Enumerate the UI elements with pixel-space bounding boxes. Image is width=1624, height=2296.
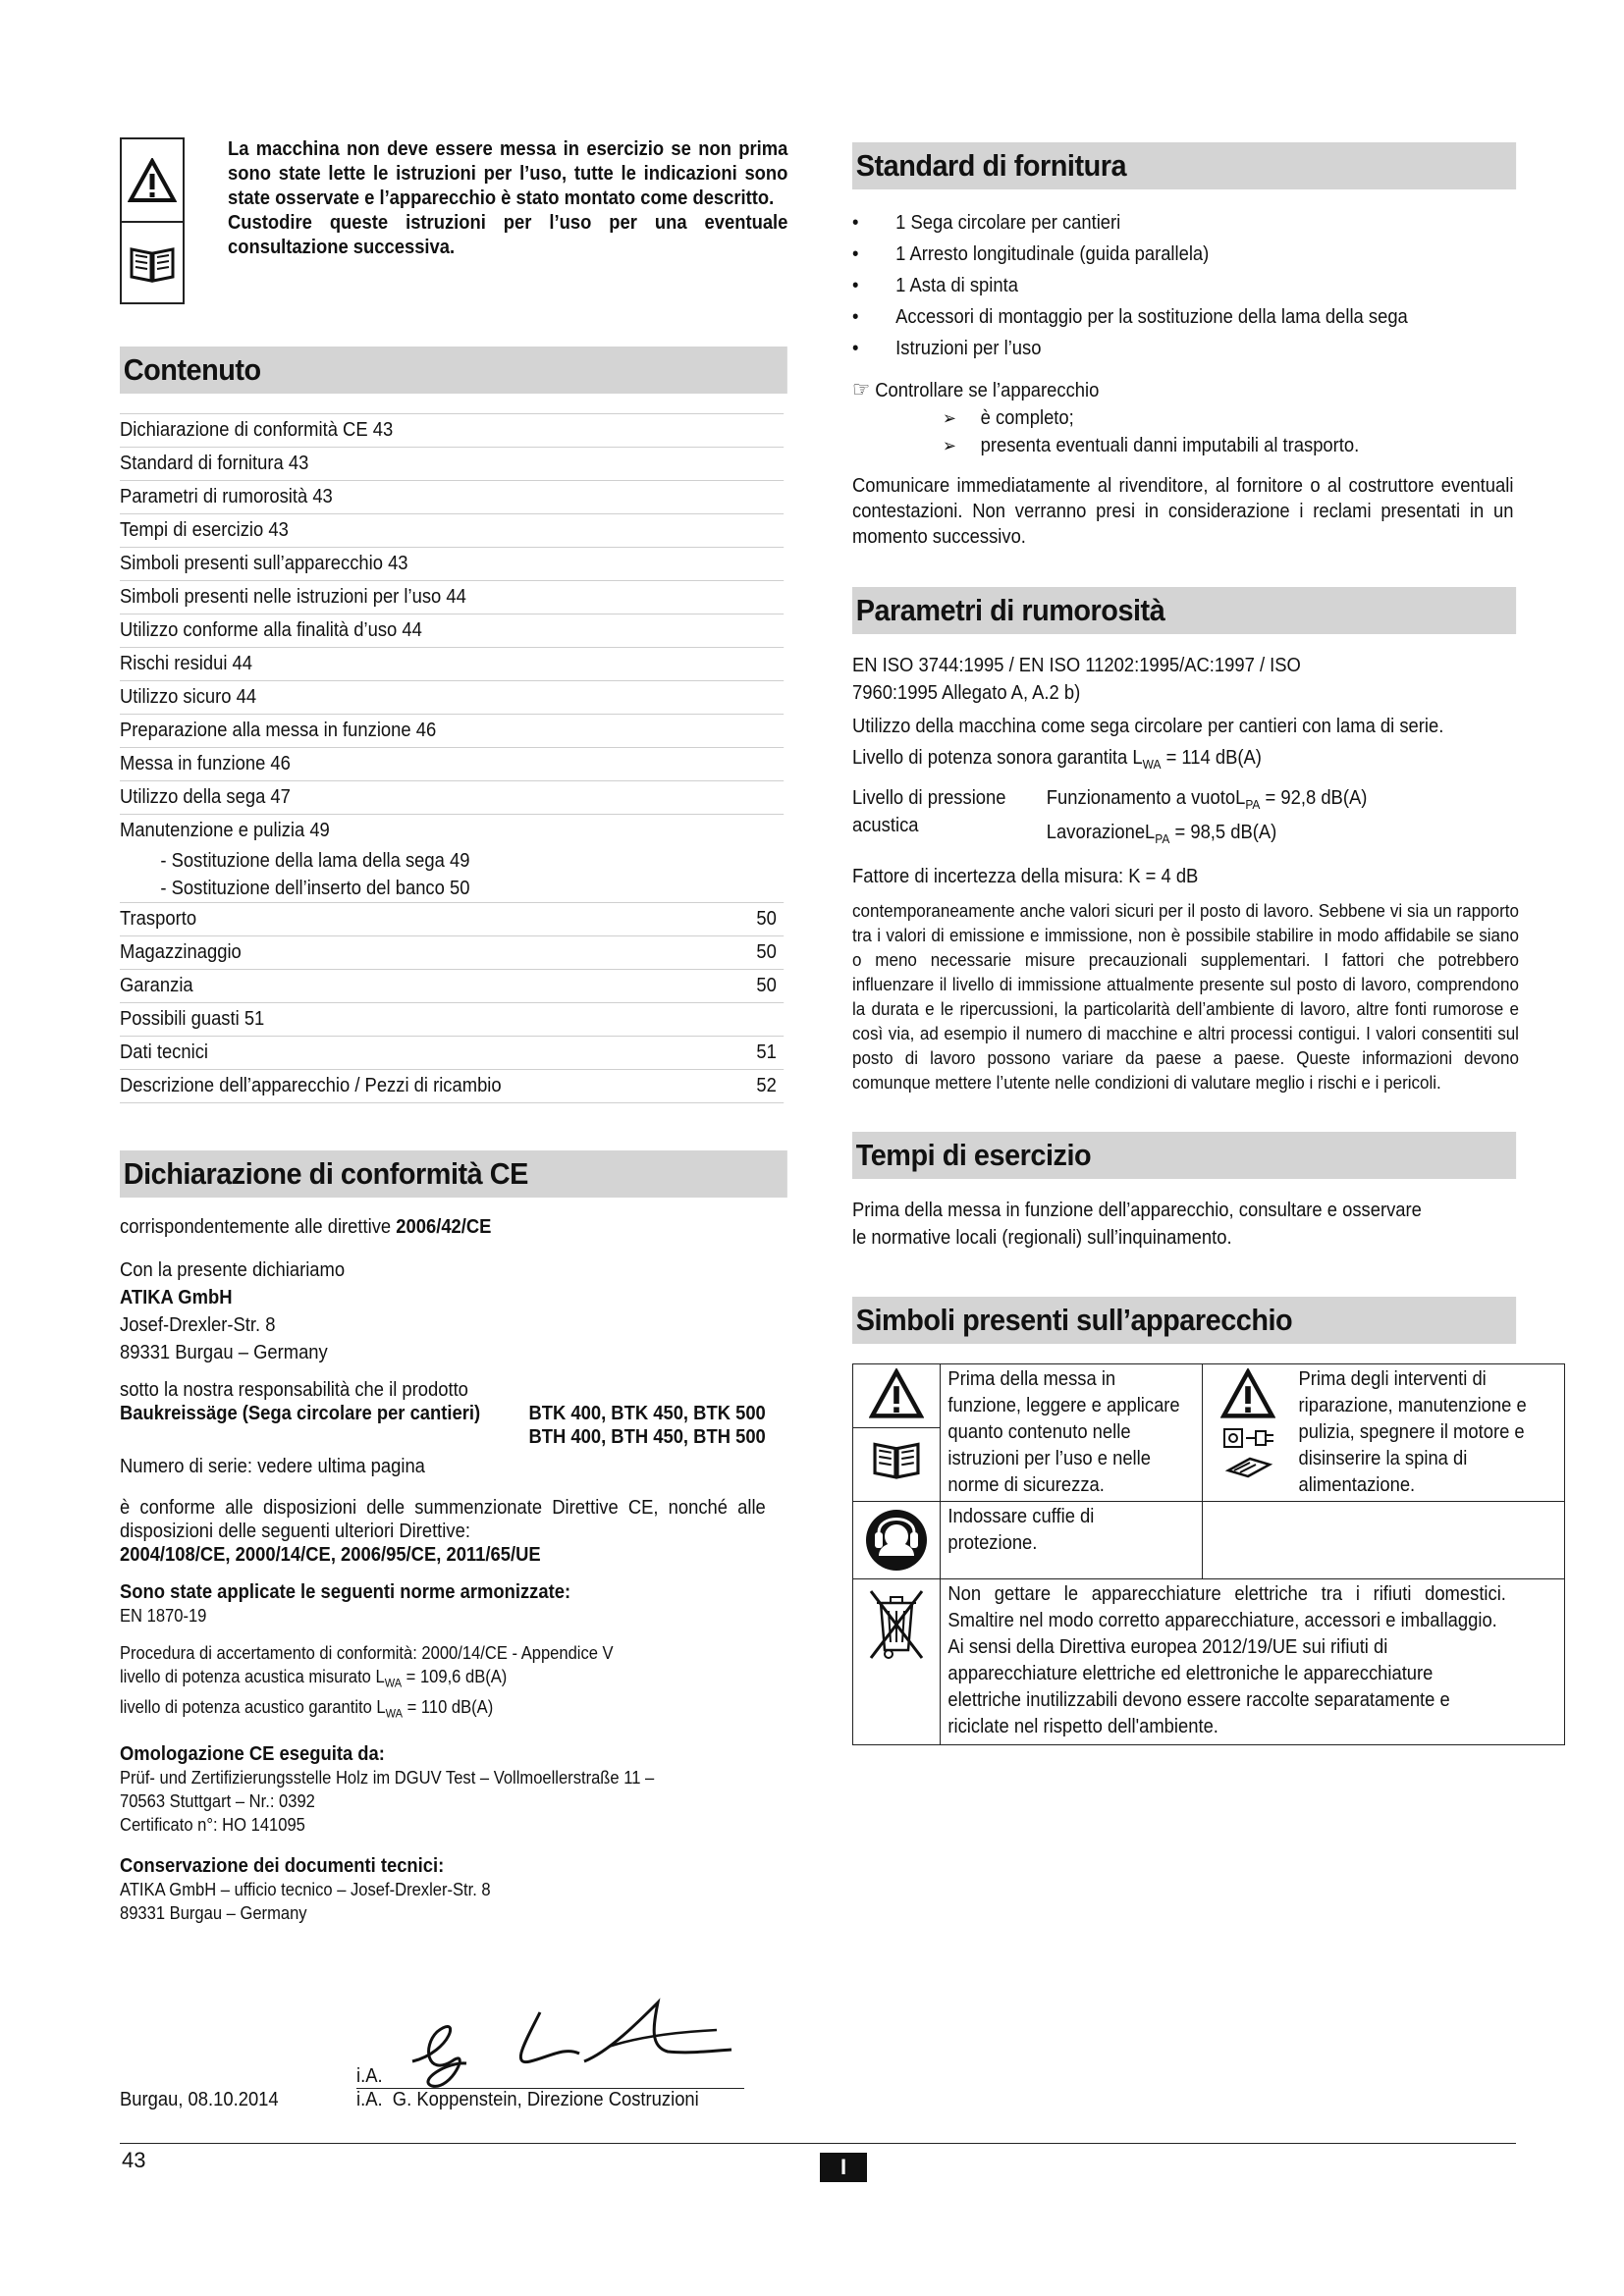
noise-idle-label: Funzionamento a vuotoL	[1046, 787, 1246, 809]
toc-subitem[interactable]: - Sostituzione dell’inserto del banco 50	[160, 878, 470, 899]
footer-divider	[120, 2143, 1516, 2144]
toc-item[interactable]: Utilizzo conforme alla finalità d’uso 44	[120, 614, 784, 647]
warning-triangle-icon	[1220, 1368, 1275, 1419]
warning-triangle-icon	[122, 139, 183, 221]
signature-icon	[393, 1993, 746, 2096]
ce-conform: è conforme alle disposizioni delle summenzionate Direttive CE, nonché alle disposizioni delle seguenti ulteriori Direttive:	[120, 1497, 766, 1542]
ce-procedure: Procedura di accertamento di conformità: 2000/14/CE - Appendice V	[120, 1643, 614, 1663]
symbol-ear-cell	[853, 1502, 1203, 1579]
symbol-read-cell	[853, 1364, 1203, 1502]
supply-list	[852, 207, 1516, 364]
noise-work-sub: PA	[1155, 831, 1170, 846]
toc-item[interactable]: Parametri di rumorosità 43	[120, 480, 784, 513]
toc-item[interactable]: Magazzinaggio 50	[120, 935, 784, 969]
ce-guaranteed-label: livello di potenza acustico garantito L	[120, 1696, 386, 1717]
supply-notice: Comunicare immediatamente al rivenditore, al fornitore o al costruttore eventuali contestazioni. Non verranno presi in considerazione i reclami presentati in un momento successivo.	[852, 475, 1514, 548]
ce-approval-2: 70563 Stuttgart – Nr.: 0392	[120, 1791, 315, 1812]
ce-declaration	[120, 1213, 784, 1925]
ce-measured-label: livello di potenza acustica misurato L	[120, 1667, 385, 1686]
supply-content	[852, 207, 1516, 550]
ce-approval-title: Omologazione CE eseguita da:	[120, 1743, 385, 1766]
toc-item[interactable]: Standard di fornitura 43	[120, 447, 784, 480]
ear-protection-icon	[865, 1509, 928, 1572]
symbol-weee-text-1: Non gettare le apparecchiature elettriche tra i rifiuti domestici. Smaltire nel modo corretto apparecchiature, accessori e imballaggio.	[947, 1583, 1506, 1631]
noise-idle-sub: PA	[1245, 797, 1261, 812]
ce-docs-title: Conservazione dei documenti tecnici:	[120, 1855, 445, 1878]
list-item: • 1 Asta di spinta	[852, 270, 1516, 301]
symbol-read-text: Prima della messa in funzione, leggere e applicare quanto contenuto nelle istruzioni per l’uso e nelle norme di sicurezza.	[947, 1368, 1180, 1496]
noise-paragraph: contemporaneamente anche valori sicuri per il posto di lavoro. Sebbene vi sia un rapporto tra i valori di emissione e immissione, non è possibile stabilire in modo affidabile se siano o meno necessarie misure precauzionali supplementari. I fattori che potrebbero influenzare il livello di immissione attualmente presente sul posto di lavoro, comprendono la durata e le ripercussioni, la particolarità dell’ambiente di lavoro, altre fonti rumorose e così via, ad esempio il numero di macchine e altri processi contigui. I valori consentiti sul posto di lavoro possono variare da paese a paese. Queste informazioni devono comunque mettere l’utente nelle condizioni di valutare meglio i rischi e i pericoli.	[852, 900, 1519, 1093]
noise-usage: Utilizzo della macchina come sega circolare per cantieri con lama di serie.	[852, 716, 1444, 737]
noise-work-label: LavorazioneL	[1046, 822, 1156, 843]
ce-guaranteed-value: = 110 dB(A)	[403, 1696, 494, 1717]
toc-item[interactable]: Trasporto 50	[120, 902, 784, 935]
ce-directive-intro: corrispondentemente alle direttive	[120, 1216, 397, 1238]
unplug-icon	[1220, 1423, 1275, 1453]
crossed-bin-icon	[867, 1587, 926, 1662]
warning-text	[228, 137, 787, 260]
manual-book-icon	[122, 221, 183, 302]
ce-serial: Numero di serie: vedere ultima pagina	[120, 1456, 425, 1477]
right-column	[852, 137, 1527, 1745]
supply-check: Controllare se l’apparecchio	[875, 380, 1100, 401]
toc-item[interactable]: Simboli presenti sull’apparecchio 43	[120, 547, 784, 580]
toc-item[interactable]: Preparazione alla messa in funzione 46	[120, 714, 784, 747]
toc-item[interactable]: Rischi residui 44	[120, 647, 784, 680]
ce-docs-2: 89331 Burgau – Germany	[120, 1903, 307, 1924]
ce-company: ATIKA GmbH	[120, 1287, 233, 1308]
place-date: Burgau, 08.10.2014	[120, 2089, 279, 2110]
manual-hand-icon	[1220, 1453, 1275, 1480]
toc-item[interactable]: Utilizzo della sega 47	[120, 780, 784, 814]
ce-models-1: BTK 400, BTK 450, BTK 500	[528, 1403, 766, 1424]
toc-item[interactable]: Manutenzione e pulizia 49	[120, 814, 784, 847]
symbol-repair-cell	[1203, 1364, 1565, 1502]
manual-book-icon	[869, 1436, 924, 1481]
list-item: ➢ è completo;	[852, 404, 1516, 432]
signatory-name: i.A. G. Koppenstein, Direzione Costruzioni	[356, 2089, 699, 2110]
supply-heading: Standard di fornitura	[852, 142, 1516, 189]
operating-heading: Tempi di esercizio	[852, 1132, 1516, 1179]
warning-triangle-icon	[869, 1368, 924, 1419]
symbol-ear-text: Indossare cuffie di protezione.	[947, 1506, 1095, 1554]
toc-item[interactable]: Descrizione dell’apparecchio / Pezzi di ricambio 52	[120, 1069, 784, 1103]
noise-work-value: = 98,5 dB(A)	[1169, 822, 1277, 843]
noise-pressure-label: Livello di pressione acustica	[852, 787, 1006, 836]
ce-models-2: BTH 400, BTH 450, BTH 500	[528, 1426, 766, 1448]
list-item: • 1 Sega circolare per cantieri	[852, 207, 1516, 239]
symbol-weee-cell	[853, 1579, 1565, 1745]
table-of-contents	[120, 413, 784, 1103]
ce-declare: Con la presente dichiariamo	[120, 1259, 346, 1281]
page-number: 43	[122, 2148, 146, 2172]
check-list	[852, 404, 1516, 459]
noise-power-sub: WA	[1142, 757, 1162, 772]
ce-measured-value: = 109,6 dB(A)	[402, 1667, 508, 1686]
toc-item[interactable]: Possibili guasti 51	[120, 1002, 784, 1036]
ce-norm: EN 1870-19	[120, 1606, 207, 1626]
symbol-weee-text-2: Ai sensi della Direttiva europea 2012/19/UE sui rifiuti di apparecchiature elettriche ed elettroniche le apparecchiature elettriche inutilizzabili devono essere raccolte separatamente e riciclate nel rispetto dell'ambiente.	[947, 1636, 1450, 1737]
signature-ia: i.A.	[356, 2065, 383, 2087]
noise-idle-value: = 92,8 dB(A)	[1260, 787, 1368, 809]
symbol-repair-text: Prima degli interventi di riparazione, manutenzione e pulizia, spegnere il motore e disinserire la spina di alimentazione.	[1298, 1368, 1527, 1496]
toc-item[interactable]: Dichiarazione di conformità CE 43	[120, 413, 784, 447]
noise-uncertainty: Fattore di incertezza della misura: K = 4 dB	[852, 866, 1199, 887]
warning-block	[120, 137, 787, 309]
warning-paragraph: La macchina non deve essere messa in esercizio se non prima sono state lette le istruzioni per l’uso, tutte le indicazioni sono state osservate e l’apparecchio è stato montato come descritto.	[228, 138, 788, 209]
list-item: • 1 Arresto longitudinale (guida parallela)	[852, 239, 1516, 270]
ce-product: Baukreissäge (Sega circolare per cantieri)	[120, 1403, 481, 1424]
symbols-table	[852, 1363, 1565, 1745]
symbols-heading: Simboli presenti sull’apparecchio	[852, 1297, 1516, 1344]
list-item: ➢ presenta eventuali danni imputabili al trasporto.	[852, 432, 1516, 459]
toc-item[interactable]: Utilizzo sicuro 44	[120, 680, 784, 714]
ce-docs-1: ATIKA GmbH – ufficio tecnico – Josef-Drexler-Str. 8	[120, 1880, 491, 1900]
ce-approval-1: Prüf- und Zertifizierungsstelle Holz im DGUV Test – Vollmoellerstraße 11 –	[120, 1768, 655, 1789]
toc-item[interactable]: Tempi di esercizio 43	[120, 513, 784, 547]
toc-item[interactable]: Garanzia 50	[120, 969, 784, 1002]
ce-norms-title: Sono state applicate le seguenti norme armonizzate:	[120, 1581, 571, 1603]
ce-directives: 2004/108/CE, 2000/14/CE, 2006/95/CE, 2011/65/UE	[120, 1544, 541, 1566]
ce-street: Josef-Drexler-Str. 8	[120, 1314, 276, 1336]
ce-approval-3: Certificato n°: HO 141095	[120, 1815, 305, 1836]
ce-directive: 2006/42/CE	[396, 1216, 492, 1238]
toc-subitem[interactable]: - Sostituzione della lama della sega 49	[160, 850, 470, 872]
toc-item[interactable]: Simboli presenti nelle istruzioni per l’uso 44	[120, 580, 784, 614]
list-item: • Istruzioni per l’uso	[852, 333, 1516, 364]
noise-heading: Parametri di rumorosità	[852, 587, 1516, 634]
language-badge: I	[820, 2153, 867, 2182]
contents-heading: Contenuto	[120, 347, 787, 394]
ce-heading: Dichiarazione di conformità CE	[120, 1150, 787, 1198]
ce-measured-sub: WA	[384, 1676, 403, 1690]
pointing-hand-icon: ☞	[852, 377, 871, 401]
noise-power-value: = 114 dB(A)	[1161, 747, 1262, 769]
operating-text: Prima della messa in funzione dell’apparecchio, consultare e osservare le normative locali (regionali) sull’inquinamento.	[852, 1200, 1422, 1249]
symbol-empty-cell	[1203, 1502, 1565, 1579]
left-column	[120, 137, 787, 1925]
warning-paragraph-2: Custodire queste istruzioni per l’uso per una eventuale consultazione successiva.	[228, 212, 788, 258]
ce-guaranteed-sub: WA	[385, 1706, 404, 1721]
noise-standards: EN ISO 3744:1995 / EN ISO 11202:1995/AC:1997 / ISO 7960:1995 Allegato A, A.2 b)	[852, 655, 1301, 704]
ce-responsibility: sotto la nostra responsabilità che il prodotto	[120, 1379, 468, 1401]
operating-content	[852, 1197, 1516, 1252]
toc-item[interactable]: Dati tecnici 51	[120, 1036, 784, 1069]
toc-item[interactable]: Messa in funzione 46	[120, 747, 784, 780]
warning-icons	[120, 137, 185, 304]
noise-content	[852, 652, 1519, 1095]
list-item: • Accessori di montaggio per la sostituzione della lama della sega	[852, 301, 1516, 333]
noise-power-label: Livello di potenza sonora garantita L	[852, 747, 1143, 769]
ce-city: 89331 Burgau – Germany	[120, 1342, 328, 1363]
